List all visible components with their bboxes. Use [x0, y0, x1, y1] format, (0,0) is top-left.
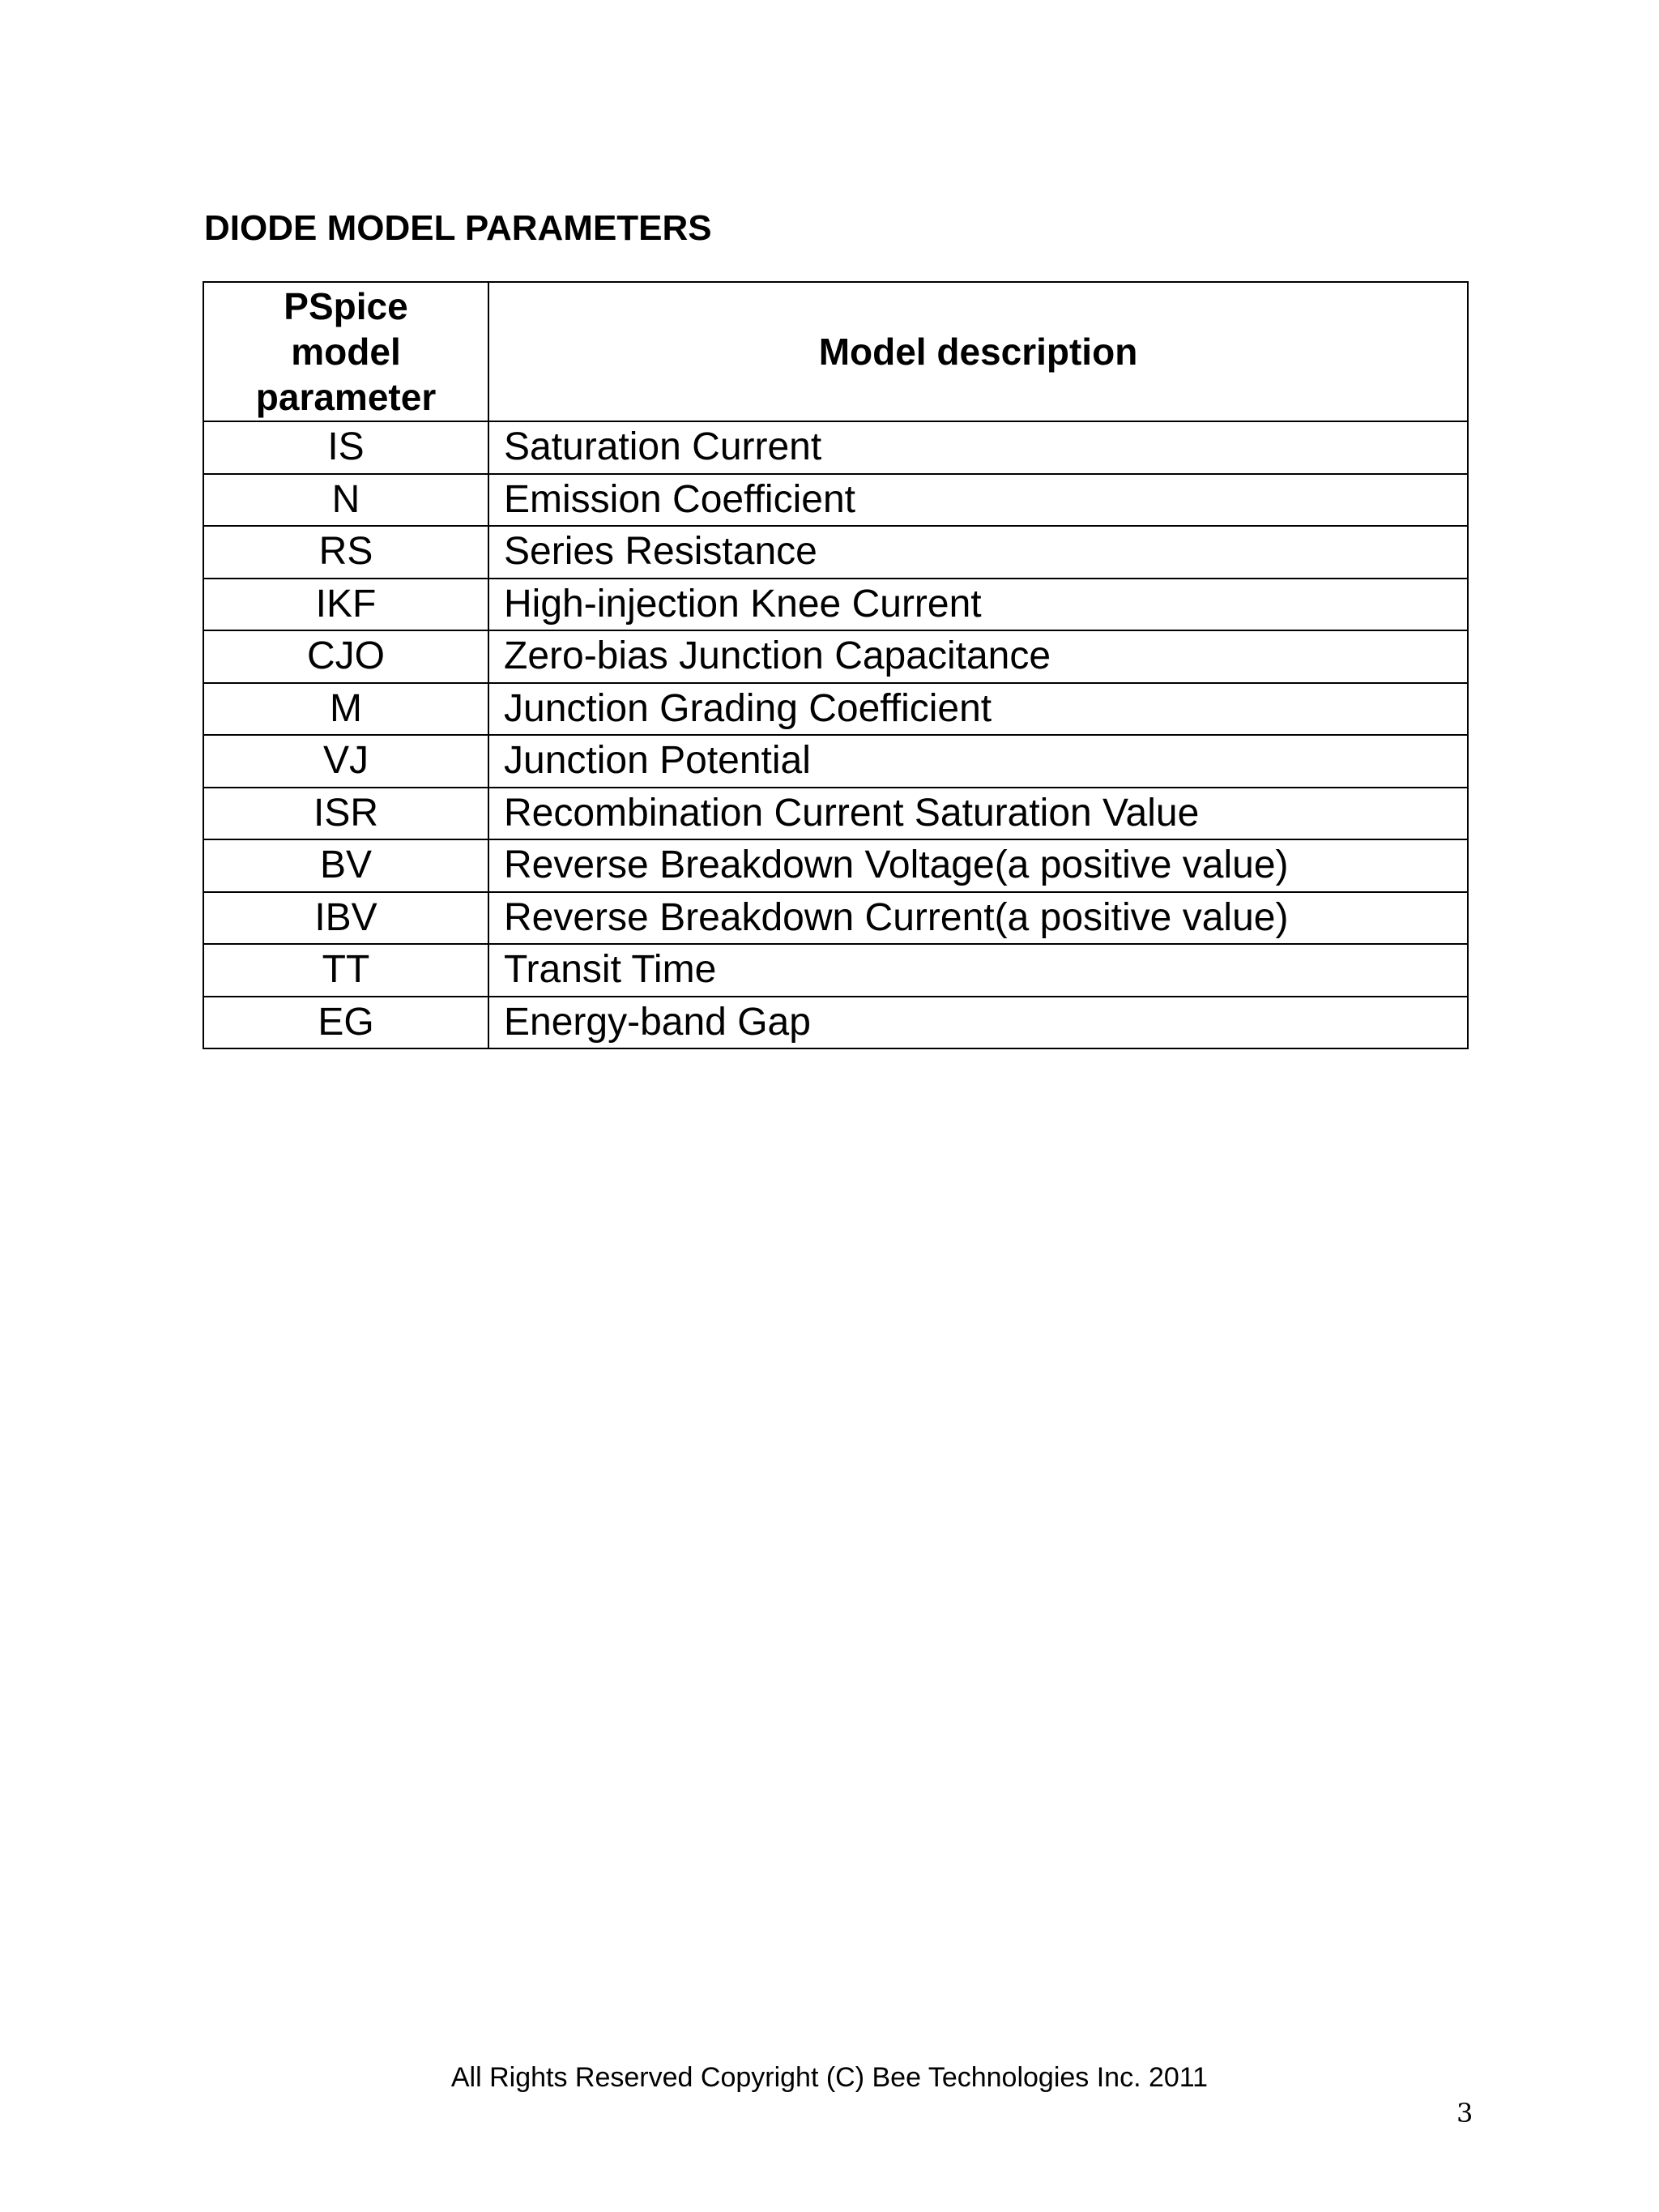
param-cell: ISR	[203, 788, 488, 840]
param-cell: RS	[203, 526, 488, 579]
param-cell: IBV	[203, 892, 488, 945]
description-cell: Junction Potential	[488, 735, 1468, 788]
table-row	[203, 944, 1468, 997]
description-cell: Emission Coefficient	[488, 474, 1468, 527]
param-cell: IKF	[203, 579, 488, 631]
table-row	[203, 788, 1468, 840]
description-cell: Zero-bias Junction Capacitance	[488, 630, 1468, 683]
table-row	[203, 421, 1468, 474]
param-column-header	[203, 282, 488, 421]
param-cell: IS	[203, 421, 488, 474]
description-cell: Reverse Breakdown Voltage(a positive value)	[488, 839, 1468, 892]
page-number: 3	[1456, 2098, 1473, 2129]
param-cell: EG	[203, 997, 488, 1049]
table-header-row	[203, 282, 1468, 421]
description-cell: Series Resistance	[488, 526, 1468, 579]
table-row	[203, 683, 1468, 736]
table-row	[203, 839, 1468, 892]
footer-copyright: All Rights Reserved Copyright (C) Bee Technologies Inc. 2011	[450, 2062, 1209, 2093]
table-row	[203, 474, 1468, 527]
param-cell: TT	[203, 944, 488, 997]
param-header-line: PSpice	[284, 285, 408, 327]
table-row	[203, 630, 1468, 683]
param-cell: M	[203, 683, 488, 736]
param-cell: CJO	[203, 630, 488, 683]
param-header-line: parameter	[255, 376, 437, 418]
description-cell: Transit Time	[488, 944, 1468, 997]
description-cell: High-injection Knee Current	[488, 579, 1468, 631]
description-cell: Saturation Current	[488, 421, 1468, 474]
param-header-line: model	[291, 331, 401, 373]
diode-parameters-table	[203, 281, 1469, 1049]
description-cell: Recombination Current Saturation Value	[488, 788, 1468, 840]
table-row	[203, 526, 1468, 579]
description-cell: Reverse Breakdown Current(a positive value)	[488, 892, 1468, 945]
table-row	[203, 892, 1468, 945]
description-cell: Junction Grading Coefficient	[488, 683, 1468, 736]
table-row	[203, 735, 1468, 788]
table-row	[203, 579, 1468, 631]
description-cell: Energy-band Gap	[488, 997, 1468, 1049]
page-title: DIODE MODEL PARAMETERS	[204, 208, 712, 248]
param-cell: BV	[203, 839, 488, 892]
param-cell: N	[203, 474, 488, 527]
table-row	[203, 997, 1468, 1049]
description-column-header: Model description	[488, 282, 1468, 421]
param-cell: VJ	[203, 735, 488, 788]
